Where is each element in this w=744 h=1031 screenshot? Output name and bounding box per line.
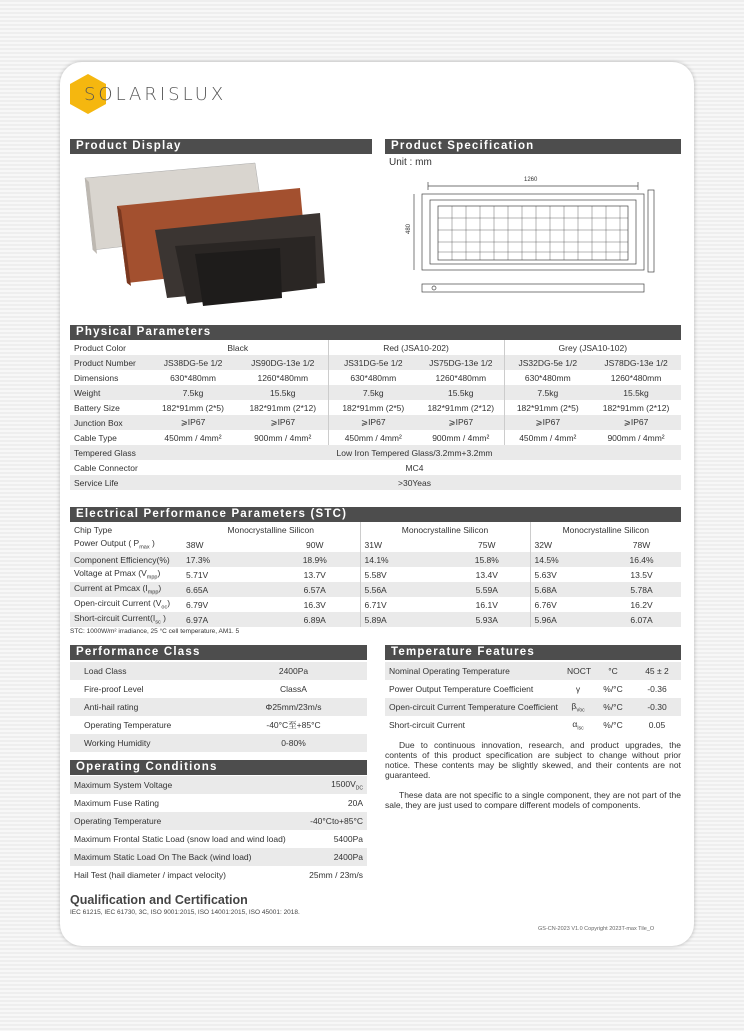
table-row	[70, 794, 367, 812]
value: 1500V	[331, 778, 356, 789]
cell: 630*480mm	[504, 370, 591, 385]
cell: 0-80%	[220, 734, 367, 752]
cell: 6.57A	[270, 582, 360, 597]
cell: >30Yeas	[148, 475, 681, 490]
cell: 38W	[182, 537, 270, 552]
cell: JS31DG-5e 1/2	[328, 355, 418, 370]
cell: ⩾IP67	[418, 415, 504, 430]
cell	[302, 848, 367, 866]
row-label	[70, 582, 182, 597]
cell: 13.7V	[270, 567, 360, 582]
table-row	[70, 597, 681, 612]
row-label	[70, 612, 182, 627]
row-label: Tempered Glass	[70, 445, 148, 460]
table-row	[70, 445, 681, 460]
value: -0.30	[633, 698, 681, 716]
cell: 900mm / 4mm²	[418, 430, 504, 445]
cell: 15.5kg	[418, 385, 504, 400]
row-label: Maximum Fuse Rating	[70, 794, 302, 812]
row-label	[70, 567, 182, 582]
table-row	[70, 830, 367, 848]
cell: ⩾IP67	[148, 415, 238, 430]
cell: 182*91mm (2*5)	[504, 400, 591, 415]
value: 25mm / 23m/s	[309, 870, 363, 880]
row-label: Cable Type	[70, 430, 148, 445]
value: 2400Pa	[333, 852, 363, 862]
label-text: Current at Pmcax (I	[74, 583, 148, 594]
cell: 5.56A	[360, 582, 444, 597]
cell: 16.2V	[602, 597, 681, 612]
cell: 90W	[270, 537, 360, 552]
table-row	[385, 680, 681, 698]
cell: 630*480mm	[148, 370, 238, 385]
cell: 900mm / 4mm²	[591, 430, 681, 445]
table-row	[70, 734, 367, 752]
cell: 1260*480mm	[418, 370, 504, 385]
color-red: Red (JSA10-202)	[328, 340, 504, 355]
cell: 6.97A	[182, 612, 270, 627]
table-row	[70, 716, 367, 734]
table-row	[70, 776, 367, 794]
table-row	[70, 552, 681, 567]
cell: 15.5kg	[591, 385, 681, 400]
performance-class-header: Performance Class	[70, 645, 367, 660]
cell: 5.63V	[530, 567, 602, 582]
disclaimer-paragraph-1: Due to continuous innovation, research, and product upgrades, the contents of this product specification are subject to change without prior notice. These contents may be slightly skewed, and their contents are not guaranteed.	[385, 740, 681, 780]
row-label: Power Output Temperature Coefficient	[385, 680, 563, 698]
cell: ClassA	[220, 680, 367, 698]
row-label: Hail Test (hail diameter / impact velocity)	[70, 866, 302, 884]
value: 5400Pa	[333, 834, 363, 844]
cell: 450mm / 4mm²	[504, 430, 591, 445]
performance-class-table	[70, 662, 367, 752]
operating-conditions-table	[70, 776, 367, 884]
cell: 2400Pa	[220, 662, 367, 680]
cell: 16.4%	[602, 552, 681, 567]
product-display-header: Product Display	[70, 139, 372, 154]
unit: %/°C	[593, 716, 633, 734]
row-label: Product Color	[70, 340, 148, 355]
dim-height-label: 480	[406, 223, 413, 235]
cell: 7.5kg	[328, 385, 418, 400]
row-label: Dimensions	[70, 370, 148, 385]
symbol: NOCT	[567, 666, 592, 676]
cell: 75W	[444, 537, 530, 552]
cell: 6.07A	[602, 612, 681, 627]
table-row	[70, 848, 367, 866]
row-label: Chip Type	[70, 522, 182, 537]
table-row	[70, 537, 681, 552]
cell: 182*91mm (2*5)	[148, 400, 238, 415]
cell: JS38DG-5e 1/2	[148, 355, 238, 370]
row-label: Nominal Operating Temperature	[385, 662, 563, 680]
table-row	[385, 716, 681, 734]
cell: 78W	[602, 537, 681, 552]
cell: 450mm / 4mm²	[148, 430, 238, 445]
cell	[302, 794, 367, 812]
qualification-list: IEC 61215, IEC 61730, 3C, ISO 9001:2015, ISO 14001:2015, ISO 45001: 2018.	[70, 909, 300, 916]
cell: 6.76V	[530, 597, 602, 612]
label-tail: )	[167, 598, 171, 609]
value: -40°Cto+85°C	[310, 816, 363, 826]
table-row	[70, 698, 367, 716]
label-tail: )	[157, 568, 161, 579]
cell: 1260*480mm	[591, 370, 681, 385]
table-row	[70, 355, 681, 370]
symbol-subscript: Voc	[576, 707, 585, 714]
cell: 13.5V	[602, 567, 681, 582]
row-label: Service Life	[70, 475, 148, 490]
label-subscript: max	[139, 544, 150, 551]
symbol-cell	[563, 698, 593, 716]
table-row	[70, 400, 681, 415]
electrical-parameters-table	[70, 522, 681, 627]
cell: 1260*480mm	[238, 370, 328, 385]
brand-logo	[70, 74, 270, 114]
label-text: Power Output ( P	[74, 538, 140, 549]
cell: 5.89A	[360, 612, 444, 627]
cell: 14.5%	[530, 552, 602, 567]
row-label: Maximum Static Load On The Back (wind load)	[70, 848, 302, 866]
cell: 15.8%	[444, 552, 530, 567]
label-tail: )	[160, 613, 166, 624]
cell: 5.78A	[602, 582, 681, 597]
row-label	[70, 537, 182, 552]
cell: 5.71V	[182, 567, 270, 582]
value-subscript: DC	[355, 785, 363, 792]
label-subscript: oc	[161, 604, 168, 611]
table-row	[70, 812, 367, 830]
row-label: Maximum System Voltage	[70, 776, 302, 794]
cell: 630*480mm	[328, 370, 418, 385]
cell: JS75DG-13e 1/2	[418, 355, 504, 370]
table-row	[70, 415, 681, 430]
label-subscript: mpp	[146, 574, 158, 581]
specification-drawing	[400, 177, 670, 300]
label-tail: )	[149, 538, 155, 549]
value: 0.05	[633, 716, 681, 734]
cell	[302, 866, 367, 884]
cell: 32W	[530, 537, 602, 552]
operating-conditions-header: Operating Conditions	[70, 760, 367, 775]
table-row	[385, 698, 681, 716]
row-label: Junction Box	[70, 415, 148, 430]
cell: 31W	[360, 537, 444, 552]
table-row	[70, 612, 681, 627]
value: 45 ± 2	[633, 662, 681, 680]
row-label: Product Number	[70, 355, 148, 370]
product-specification-header: Product Specification	[385, 139, 681, 154]
label-text: Component Efficiency(%)	[74, 554, 170, 565]
row-label: Open-circuit Current Temperature Coefficient	[385, 698, 563, 716]
row-label: Battery Size	[70, 400, 148, 415]
table-row	[70, 662, 367, 680]
label-text: Short-circuit Current(I	[74, 613, 156, 624]
symbol-cell	[563, 716, 593, 734]
product-image	[75, 158, 365, 308]
physical-parameters-header: Physical Parameters	[70, 325, 681, 340]
cell: MC4	[148, 460, 681, 475]
cell: JS90DG-13e 1/2	[238, 355, 328, 370]
value: 20A	[347, 798, 363, 808]
symbol-cell	[563, 680, 593, 698]
cell: 7.5kg	[504, 385, 591, 400]
row-label: Operating Temperature	[70, 716, 220, 734]
symbol: γ	[575, 684, 581, 694]
cell: Monocrystalline Silicon	[530, 522, 681, 537]
dim-width-label: 1260	[524, 177, 538, 183]
cell: 13.4V	[444, 567, 530, 582]
cell: 5.68A	[530, 582, 602, 597]
cell: 16.3V	[270, 597, 360, 612]
footer-copyright: GS-CN-2023 V1.0 Copyright 2023T-max Tile_O	[538, 926, 655, 932]
row-label: Anti-hail rating	[70, 698, 220, 716]
label-subscript: mpp	[147, 589, 159, 596]
cell: ⩾IP67	[504, 415, 591, 430]
table-row	[70, 567, 681, 582]
color-grey: Grey (JSA10-102)	[504, 340, 681, 355]
cell: 5.96A	[530, 612, 602, 627]
symbol-cell	[563, 662, 593, 680]
cell: 6.65A	[182, 582, 270, 597]
cell: 7.5kg	[148, 385, 238, 400]
cell: 5.93A	[444, 612, 530, 627]
stc-note: STC: 1000W/m² irradiance, 25 °C cell temperature, AM1. 5	[70, 628, 240, 635]
color-black: Black	[148, 340, 328, 355]
row-label: Load Class	[70, 662, 220, 680]
cell: JS78DG-13e 1/2	[591, 355, 681, 370]
cell: ⩾IP67	[238, 415, 328, 430]
cell: ⩾IP67	[591, 415, 681, 430]
symbol-subscript: Isc	[577, 725, 584, 732]
unit: %/°C	[593, 698, 633, 716]
cell: 182*91mm (2*12)	[591, 400, 681, 415]
cell: -40°C至+85°C	[220, 716, 367, 734]
symbol: β	[571, 700, 577, 711]
cell: 6.71V	[360, 597, 444, 612]
unit: %/°C	[593, 680, 633, 698]
cell: 450mm / 4mm²	[328, 430, 418, 445]
cell: 182*91mm (2*5)	[328, 400, 418, 415]
cell: 5.59A	[444, 582, 530, 597]
cell: 18.9%	[270, 552, 360, 567]
row-label	[70, 552, 182, 567]
table-row	[70, 430, 681, 445]
cell: 5.58V	[360, 567, 444, 582]
cell: Φ25mm/23m/s	[220, 698, 367, 716]
row-label: Maximum Frontal Static Load (snow load and wind load)	[70, 830, 302, 848]
row-label: Operating Temperature	[70, 812, 302, 830]
cell	[302, 776, 367, 794]
qualification-title: Qualification and Certification	[70, 893, 248, 907]
cell: 6.89A	[270, 612, 360, 627]
row-label	[70, 597, 182, 612]
table-row	[70, 340, 681, 355]
label-text: Open-circuit Current (V	[74, 598, 162, 609]
cell: Monocrystalline Silicon	[360, 522, 530, 537]
cell: 14.1%	[360, 552, 444, 567]
row-label: Working Humidity	[70, 734, 220, 752]
electrical-parameters-header: Electrical Performance Parameters (STC)	[70, 507, 681, 522]
unit-label: Unit : mm	[389, 157, 432, 168]
table-row	[70, 680, 367, 698]
symbol: α	[572, 718, 578, 729]
disclaimer-paragraph-2: These data are not specific to a single component, they are not part of the sale, they are just used to compare different models of components.	[385, 790, 681, 810]
row-label: Weight	[70, 385, 148, 400]
label-tail: )	[158, 583, 162, 594]
temperature-features-header: Temperature Features	[385, 645, 681, 660]
label-subscript: sc	[155, 619, 161, 626]
table-row	[70, 370, 681, 385]
cell: Low Iron Tempered Glass/3.2mm+3.2mm	[148, 445, 681, 460]
value: -0.36	[633, 680, 681, 698]
cell: ⩾IP67	[328, 415, 418, 430]
cell: 182*91mm (2*12)	[238, 400, 328, 415]
row-label: Fire-proof Level	[70, 680, 220, 698]
physical-parameters-table	[70, 340, 681, 490]
cell: 182*91mm (2*12)	[418, 400, 504, 415]
cell: 17.3%	[182, 552, 270, 567]
row-label: Cable Connector	[70, 460, 148, 475]
table-row	[70, 522, 681, 537]
cell	[302, 830, 367, 848]
cell: 15.5kg	[238, 385, 328, 400]
table-row	[70, 385, 681, 400]
table-row	[385, 662, 681, 680]
cell: 900mm / 4mm²	[238, 430, 328, 445]
cell: 16.1V	[444, 597, 530, 612]
table-row	[70, 475, 681, 490]
cell: Monocrystalline Silicon	[182, 522, 360, 537]
row-label: Short-circuit Current	[385, 716, 563, 734]
cell: JS32DG-5e 1/2	[504, 355, 591, 370]
cell: 6.79V	[182, 597, 270, 612]
table-row	[70, 460, 681, 475]
table-row	[70, 866, 367, 884]
table-row	[70, 582, 681, 597]
unit: °C	[593, 662, 633, 680]
temperature-features-table	[385, 662, 681, 734]
cell	[302, 812, 367, 830]
brand-name: SOLARISLUX	[84, 84, 227, 105]
label-text: Voltage at Pmax (V	[74, 568, 147, 579]
